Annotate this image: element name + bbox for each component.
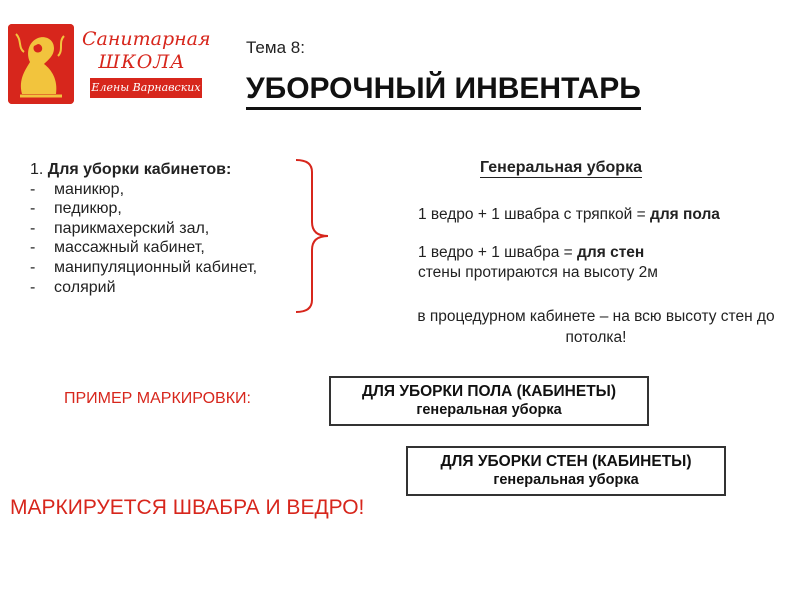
floor-marking-title: ДЛЯ УБОРКИ ПОЛА (КАБИНЕТЫ): [361, 383, 617, 400]
list-dash: -: [30, 258, 36, 276]
list-item-text: педикюр,: [54, 200, 122, 218]
walls-marking-subtitle: генеральная уборка: [493, 472, 639, 488]
list-dash: -: [30, 239, 36, 257]
general-cleaning-title: Генеральная уборка: [480, 159, 642, 176]
logo-text-line2: ШКОЛА: [98, 51, 186, 73]
list-item-text: солярий: [54, 278, 116, 296]
logo-text-line1: Санитарная: [82, 28, 211, 50]
list-item: [30, 180, 257, 200]
topic-label: Тема 8:: [246, 38, 305, 57]
list-dash: -: [30, 219, 36, 237]
page-title: УБОРОЧНЫЙ ИНВЕНТАРЬ: [246, 72, 641, 110]
walls-marking-label: [406, 446, 726, 496]
list-number: 1.: [30, 161, 44, 178]
marking-bottom-note: МАРКИРУЕТСЯ ШВАБРА И ВЕДРО!: [10, 496, 365, 519]
walls-equipment-line: [418, 244, 644, 262]
cabinets-heading: [30, 160, 257, 180]
procedure-room-note: в процедурном кабинете – на всю высоту стен до потолка!: [417, 308, 775, 346]
list-dash: -: [30, 200, 36, 218]
curly-brace-icon: [294, 158, 334, 319]
walls-marking-title: ДЛЯ УБОРКИ СТЕН (КАБИНЕТЫ): [440, 453, 692, 470]
cabinets-list: [30, 160, 257, 297]
floor-equipment-target: для пола: [649, 206, 720, 223]
walls-equipment-target: для стен: [577, 244, 645, 261]
list-item: [30, 258, 257, 278]
logo-emblem-icon: [8, 24, 74, 104]
list-item: [30, 219, 257, 239]
list-item: [30, 238, 257, 258]
list-dash: -: [30, 278, 36, 296]
cabinets-heading-text: Для уборки кабинетов:: [47, 161, 232, 178]
list-item-text: маникюр,: [54, 180, 125, 198]
floor-equipment-line: [418, 206, 720, 224]
floor-marking-label: [329, 376, 649, 426]
list-item: [30, 278, 257, 298]
school-logo: [8, 24, 211, 104]
list-item-text: манипуляционный кабинет,: [54, 258, 258, 276]
walls-equipment-text: 1 ведро + 1 швабра =: [418, 244, 578, 261]
floor-equipment-text: 1 ведро + 1 швабра с тряпкой =: [418, 206, 650, 223]
list-dash: -: [30, 180, 36, 198]
walls-height-note: стены протираются на высоту 2м: [418, 264, 658, 281]
list-item-text: парикмахерский зал,: [54, 219, 210, 237]
list-item-text: массажный кабинет,: [54, 239, 205, 257]
logo-plate-text: Елены Варнавских: [90, 78, 202, 98]
list-item: [30, 199, 257, 219]
marking-example-label: ПРИМЕР МАРКИРОВКИ:: [64, 390, 251, 407]
floor-marking-subtitle: генеральная уборка: [416, 402, 562, 418]
